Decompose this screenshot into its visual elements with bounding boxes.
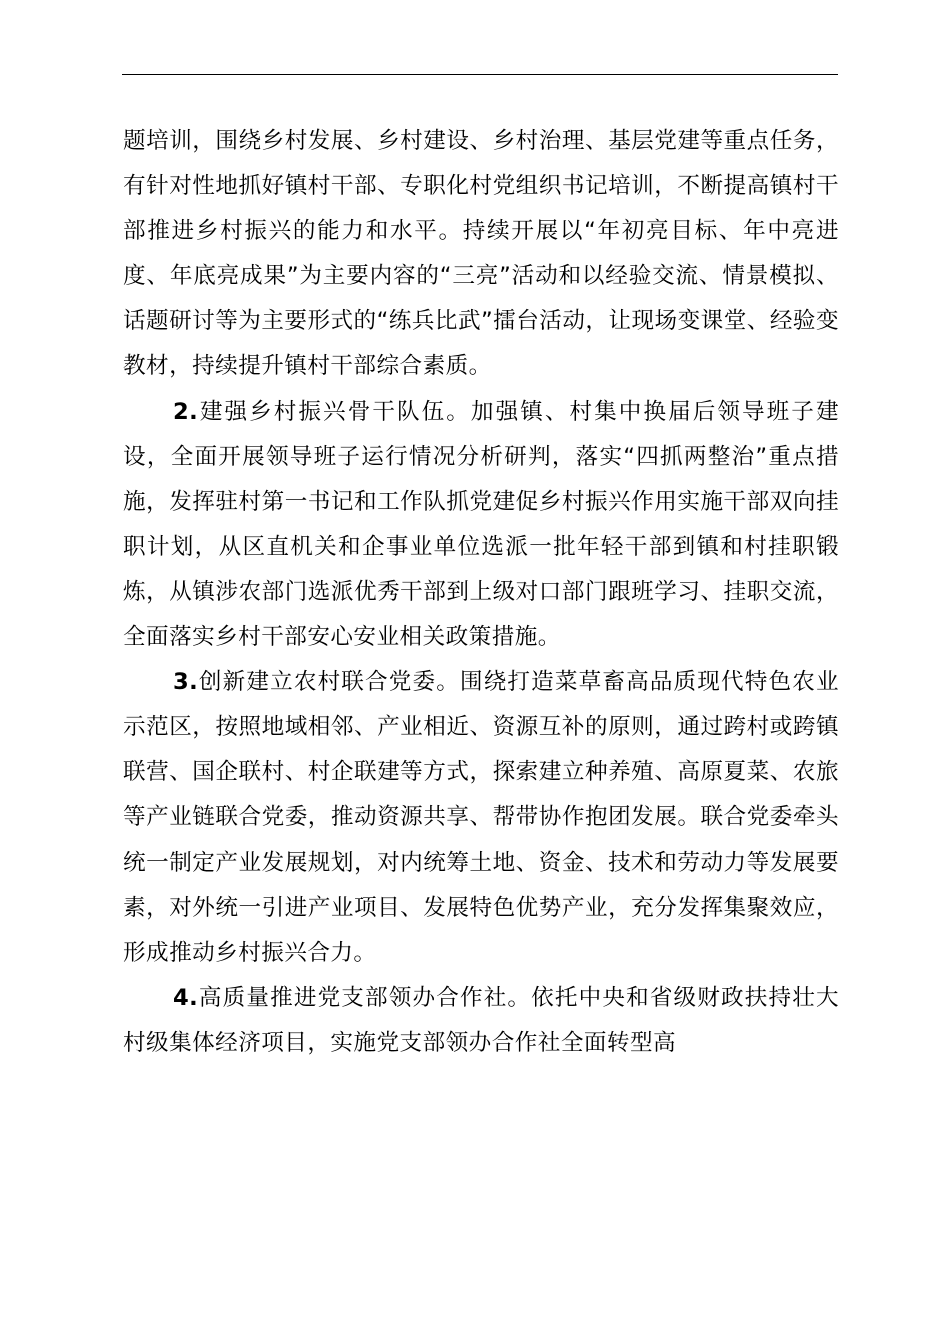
paragraph-text: 高质量推进党支部领办合作社。依托中央和省级财政扶持壮大村级集体经济项目，实施党支部领办合作社全面转型高 (123, 984, 839, 1056)
paragraph-number: 2. (173, 398, 199, 425)
paragraph-text: 建强乡村振兴骨干队伍。加强镇、村集中换届后领导班子建设，全面开展领导班子运行情况分析研判，落实“四抓两整治”重点措施，发挥驻村第一书记和工作队抓党建促乡村振兴作用实施干部双向挂职计划，从区直机关和企事业单位选派一批年轻干部到镇和村挂职锻炼，从镇涉农部门选派优秀干部到上级对口部门跟班学习、挂职交流，全面落实乡村干部安心安业相关政策措施。 (123, 398, 839, 651)
paragraph-1 (123, 119, 839, 390)
paragraph-number: 3. (173, 669, 199, 696)
paragraph-number: 4. (173, 984, 199, 1011)
header-rule (122, 74, 838, 75)
paragraph-2 (123, 390, 839, 661)
paragraph-3 (123, 660, 839, 976)
paragraph-4 (123, 976, 839, 1066)
document-body (123, 119, 839, 1066)
paragraph-text: 题培训，围绕乡村发展、乡村建设、乡村治理、基层党建等重点任务，有针对性地抓好镇村干部、专职化村党组织书记培训，不断提高镇村干部推进乡村振兴的能力和水平。持续开展以“年初亮目标、年中亮进度、年底亮成果”为主要内容的“三亮”活动和以经验交流、情景模拟、话题研讨等为主要形式的“练兵比武”擂台活动，让现场变课堂、经验变教材，持续提升镇村干部综合素质。 (123, 128, 839, 380)
paragraph-text: 创新建立农村联合党委。围绕打造菜草畜高品质现代特色农业示范区，按照地域相邻、产业相近、资源互补的原则，通过跨村或跨镇联营、国企联村、村企联建等方式，探索建立种养殖、高原夏菜、农旅等产业链联合党委，推动资源共享、帮带协作抱团发展。联合党委牵头统一制定产业发展规划，对内统筹土地、资金、技术和劳动力等发展要素，对外统一引进产业项目、发展特色优势产业，充分发挥集聚效应，形成推动乡村振兴合力。 (123, 669, 839, 966)
